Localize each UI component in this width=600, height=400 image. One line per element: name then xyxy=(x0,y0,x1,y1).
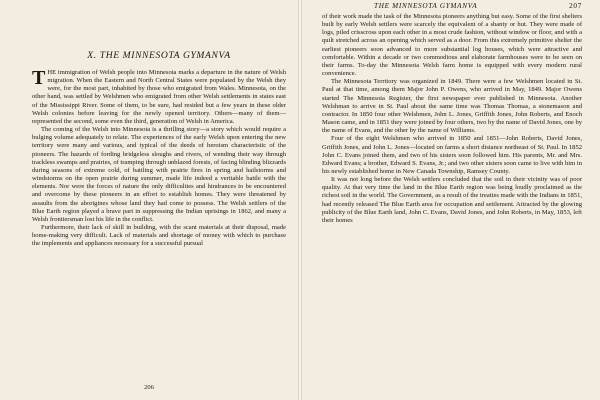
paragraph: The coming of the Welsh into Minnesota is a thrilling story—a story which would require a bulging volume adequately to relate. The experiences of the early Welsh upon entering the new territory were many and various, and typical of the deeds of heroism characteristic of the pioneers. The hazards of fording bridgeless sloughs and rivers, of wending their way through trackless swamps and prairies, of tramping through unblazed forests, of facing blinding blizzards during seasons of extreme cold, of battling with prairie fires in spring and hailstorms and windstorms on the open prairie during summer, made life indeed a veritable battle with the elements. Nor were the forces of nature the only difficulties and hindrances to be encountered and overcome by these pioneers in an effort to establish homes. They were threatened by assaults from the aborigines whose land they had come to possess. The Welsh settlers of the Blue Earth region played a brave part in suppressing the Indian uprisings in 1862, and many a Welsh frontiersman lost his life in the conflict. xyxy=(32,126,286,223)
page-number: 206 xyxy=(144,384,154,391)
paragraph: The Minnesota Territory was organized in 1849. There were a few Welshmen located in St. Paul at that time, among them Major John P. Owens, who arrived in May, 1849. Major Owens started The Minnesota Register, the first newspaper ever published in Minnesota. Another Welshman to arrive in St. Paul about the same time was Thomas Thomas, a stonemason and contractor. In 1850 four other Welshmen, John L. Jones, Griffith Jones, John Roberts, and Enoch Mason came, and in 1851 they were joined by four others, two by the name of David Jones, one by the name of Evans, and the other by the name of Williams. xyxy=(322,78,582,135)
paragraph: Furthermore, their lack of skill in building, with the scant materials at their disposal, made home-making very difficult. Lack of materials and shortage of money with which to purchase the implements and appliances necessary for a successful pursual xyxy=(32,223,286,248)
running-head-title: THE MINNESOTA GYMANVA xyxy=(374,2,478,10)
paragraph: Four of the eight Welshmen who arrived in 1850 and 1851—John Roberts, David Jones, Griffith Jones, and John L. Jones—located on farms a short distance northeast of St. Paul. In 1852 John C. Evans joined them, and two of his sisters soon followed him. His parents, Mr. and Mrs. Edward Evans; a brother, Edward S. Evans, Jr.; and two other sisters soon came to live with him in his newly established home in New Canada Township, Ramsey County. xyxy=(322,135,582,175)
paragraph: It was not long before the Welsh settlers concluded that the soil in their vicinity was of poor quality. At that very time the land in the Blue Earth region was being loudly proclaimed as the richest soil in the world. The Government, as a result of the treaties made with the Indians in 1851, had recently released The Blue Earth area for occupation and settlement. Attracted by the glowing publicity of the Blue Earth land, John C. Evans, David Jones, and John Roberts, in May, 1853, left their homes xyxy=(322,176,582,224)
drop-cap: T xyxy=(32,67,46,89)
page-number: 207 xyxy=(569,2,582,10)
left-page xyxy=(0,0,298,400)
right-page-body xyxy=(322,13,582,225)
paragraph xyxy=(32,69,286,126)
left-page-body xyxy=(32,69,286,248)
paragraph-text: HE immigration of Welsh people into Minnesota marks a departure in the nature of Welsh migration. When the Eastern and North Central States were populated by the Welsh they were, for the most part, inhabited by those who emigrated from Wales. Minnesota, on the other hand, was settled by Welshmen who emigrated from other Welsh settlements in states east of the Mississippi River. Some of them, to be sure, had resided but a few years in these older Welsh colonies before leaving for the newly opened territory. Others—many of them—represented the second, some even the third, generation of Welsh in America. xyxy=(32,69,286,125)
running-head xyxy=(322,2,582,12)
right-page xyxy=(302,0,600,400)
paragraph: of their work made the task of the Minnesota pioneers anything but easy. Some of the first shelters built by early Welsh settlers were scarcely the equivalent of a shanty or hut. They were made of logs, piled crisscross upon each other in a most crude fashion, without window or floor, and with a quilt stretched across an opening which served as a door. From this extremely primitive shelter the earliest pioneers soon advanced to more substantial log houses, which were attractive and comfortable. Within a decade or two commodious and elaborate farmhouses were to be seen on their farms. To-day the Minnesota Welsh farm home is equipped with every modern rural convenience. xyxy=(322,13,582,78)
chapter-title: X. THE MINNESOTA GYMANVA xyxy=(87,50,231,61)
